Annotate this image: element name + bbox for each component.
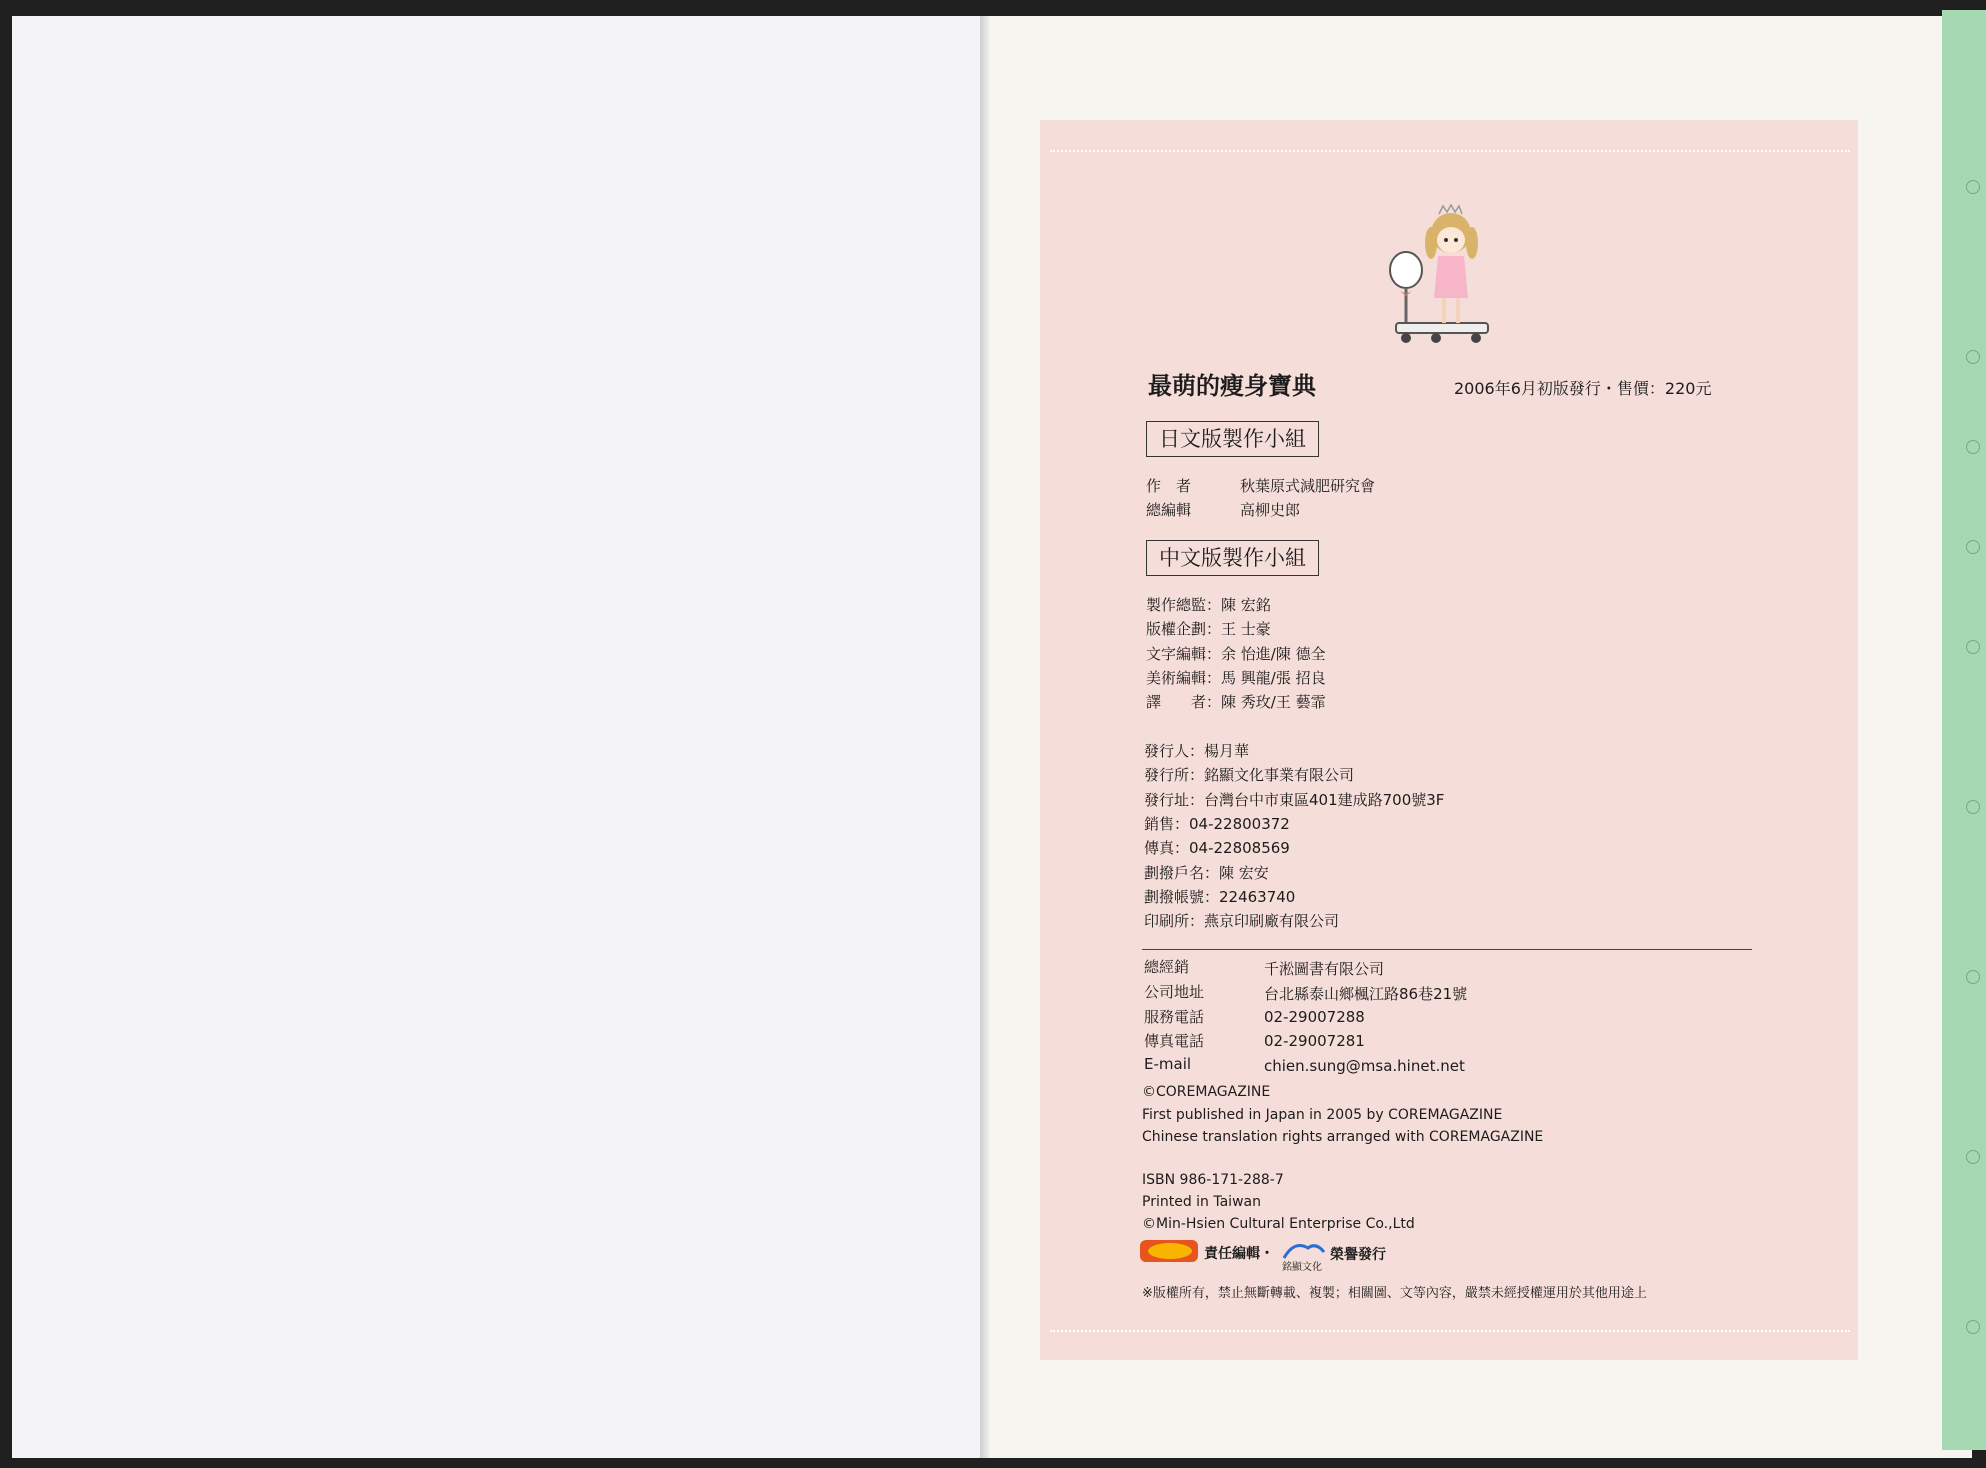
book-gutter (980, 16, 990, 1458)
edge-dot (1966, 1320, 1980, 1334)
jp-team-heading: 日文版製作小組 (1146, 421, 1319, 457)
distributor-label: 服務電話 (1144, 1008, 1205, 1026)
distributor-value: 02-29007288 (1264, 1008, 1365, 1026)
edge-dot (1966, 970, 1980, 984)
minghsien-wave-logo (1282, 1238, 1326, 1260)
distributor-label: 總經銷 (1144, 958, 1190, 976)
brand-name: 銘顯文化 (1282, 1262, 1322, 1273)
jp-row-value: 高柳史郎 (1240, 501, 1301, 519)
section-divider (1142, 949, 1752, 950)
jp-row-label: 作 者 (1146, 477, 1192, 495)
left-blank-page (12, 16, 982, 1458)
edge-dot (1966, 180, 1980, 194)
publisher-row: 傳真：04-22808569 (1144, 839, 1290, 857)
issue-credit: 榮譽發行 (1330, 1247, 1386, 1263)
green-cover-edge (1942, 10, 1986, 1450)
publisher-row: 銷售：04-22800372 (1144, 815, 1290, 833)
jp-row-value: 秋葉原式減肥研究會 (1240, 477, 1376, 495)
rights-line: Chinese translation rights arranged with COREMAGAZINE (1142, 1129, 1544, 1145)
copyright-notice: ※版權所有，禁止無斷轉載、複製；相關圖、文等內容，嚴禁未經授權運用於其他用途上 (1142, 1286, 1647, 1301)
publisher-row: 發行址：台灣台中市東區401建成路700號3F (1144, 791, 1445, 809)
distributor-value: 02-29007281 (1264, 1032, 1365, 1050)
cn-team-heading: 中文版製作小組 (1146, 540, 1319, 576)
cn-team-row: 美術編輯：馬 興龍/張 招良 (1146, 669, 1326, 687)
edition-info: 2006年6月初版發行・售價：220元 (1454, 379, 1712, 398)
publisher-row: 發行人：楊月華 (1144, 742, 1250, 760)
editor-credit: 責任編輯・ (1204, 1246, 1274, 1262)
cn-team-row: 譯 者：陳 秀玫/王 藝霏 (1146, 693, 1326, 711)
distributor-value: 千淞圖書有限公司 (1264, 960, 1385, 978)
distributor-label: 傳真電話 (1144, 1032, 1205, 1050)
edge-dot (1966, 440, 1980, 454)
isbn-line: ISBN 986-171-288-7 (1142, 1172, 1284, 1188)
edge-dot (1966, 800, 1980, 814)
edge-dot (1966, 540, 1980, 554)
isbn-line: ©Min-Hsien Cultural Enterprise Co.,Ltd (1142, 1216, 1415, 1232)
publisher-row: 劃撥帳號：22463740 (1144, 888, 1296, 906)
cn-team-row: 版權企劃：王 士豪 (1146, 620, 1271, 638)
isbn-line: Printed in Taiwan (1142, 1194, 1261, 1210)
dotted-border-bottom (1050, 1330, 1850, 1332)
edge-dot (1966, 350, 1980, 364)
cn-team-row: 製作總監：陳 宏銘 (1146, 596, 1271, 614)
distributor-email[interactable]: chien.sung@msa.hinet.net (1264, 1057, 1465, 1075)
distributor-label: E-mail (1144, 1055, 1192, 1073)
edge-dot (1966, 1150, 1980, 1164)
publisher-row: 發行所：銘顯文化事業有限公司 (1144, 766, 1355, 784)
publisher-row: 印刷所：燕京印刷廠有限公司 (1144, 912, 1340, 930)
publisher-row: 劃撥戶名：陳 宏安 (1144, 864, 1269, 882)
book-title: 最萌的瘦身寶典 (1148, 372, 1316, 400)
jp-row-label: 總編輯 (1146, 501, 1192, 519)
edge-dot (1966, 640, 1980, 654)
dotted-border-top (1050, 150, 1850, 152)
distributor-value: 台北縣泰山鄉楓江路86巷21號 (1264, 985, 1468, 1003)
cn-team-row: 文字編輯：余 怡進/陳 德全 (1146, 645, 1326, 663)
rights-line: ©COREMAGAZINE (1142, 1084, 1271, 1100)
mascot-girl-scale-illustration (1376, 198, 1496, 348)
distributor-label: 公司地址 (1144, 983, 1205, 1001)
rights-line: First published in Japan in 2005 by COREMAGAZINE (1142, 1107, 1503, 1123)
editor-brand-logo (1140, 1238, 1200, 1266)
